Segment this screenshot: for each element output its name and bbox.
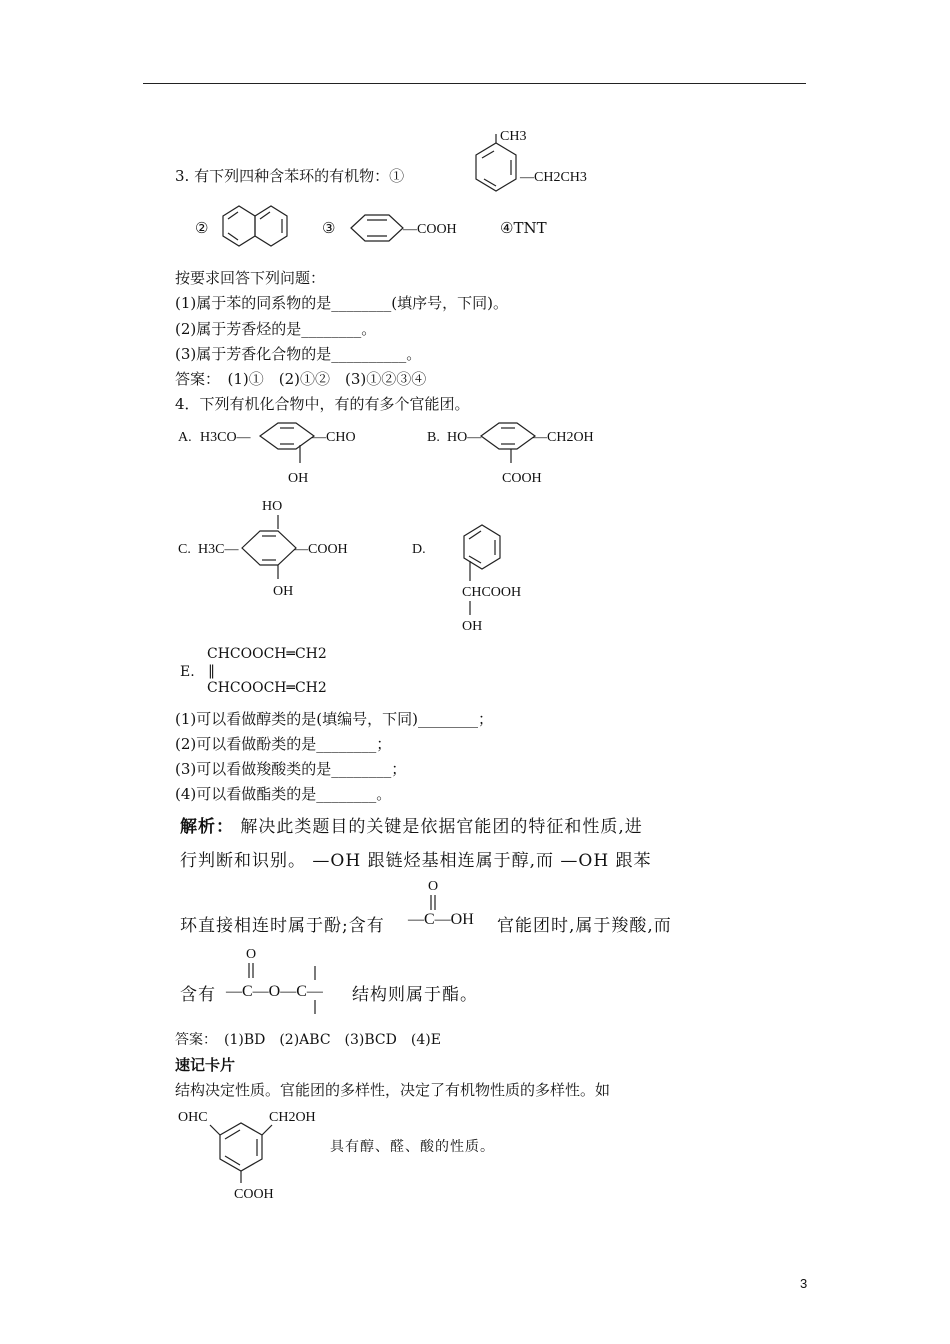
q3-sub1: (1)属于苯的同系物的是________(填序号，下同)。 xyxy=(175,294,508,312)
ethyl-label: —CH2CH3 xyxy=(520,170,587,185)
header-rule xyxy=(143,83,806,84)
svg-text:—C—OH: —C—OH xyxy=(408,911,474,928)
q3-prompt: 按要求回答下列问题： xyxy=(175,269,326,287)
benzoic-acid-structure xyxy=(345,205,485,255)
svg-text:O: O xyxy=(246,947,257,962)
svg-text:HO: HO xyxy=(262,499,283,514)
compound-D-structure xyxy=(412,525,572,635)
q4-sub4: (4)可以看做酯类的是________。 xyxy=(175,785,392,803)
svg-text:CH2OH: CH2OH xyxy=(269,1110,316,1125)
benzene-ring-1 xyxy=(476,143,516,191)
svg-text:—COOH: —COOH xyxy=(294,542,348,557)
page-number: 3 xyxy=(800,1276,808,1291)
compound-E-line2: CHCOOCH═CH2 xyxy=(207,680,327,696)
carboxyl-structure xyxy=(408,876,498,931)
card-caption: 具有醇、醛、酸的性质。 xyxy=(330,1139,495,1155)
svg-text:—COOH: —COOH xyxy=(403,222,457,237)
compound-C-structure xyxy=(178,495,398,605)
svg-text:H3CO—: H3CO— xyxy=(200,430,251,445)
q4-sub2: (2)可以看做酚类的是________； xyxy=(175,735,392,753)
card-structure xyxy=(178,1105,338,1205)
analysis-line4b: 结构则属于酯。 xyxy=(352,985,478,1005)
svg-text:OH: OH xyxy=(288,471,309,486)
q3-stem: 3. 有下列四种含苯环的有机物：① xyxy=(175,167,405,185)
svg-text:COOH: COOH xyxy=(234,1187,274,1202)
compound-B-structure xyxy=(427,415,647,490)
svg-text:B.: B. xyxy=(427,430,440,445)
q4-sub3: (3)可以看做羧酸类的是________； xyxy=(175,760,407,778)
analysis-line3a: 环直接相连时属于酚;含有 xyxy=(180,916,385,936)
svg-text:D.: D. xyxy=(412,542,426,557)
svg-text:H3C—: H3C— xyxy=(198,542,239,557)
card-title: 速记卡片 xyxy=(175,1056,236,1074)
svg-text:O: O xyxy=(428,879,439,894)
analysis-label: 解析： xyxy=(180,817,234,837)
ester-structure xyxy=(226,942,346,1020)
svg-text:OHC: OHC xyxy=(178,1110,208,1125)
svg-text:—CHO: —CHO xyxy=(312,430,356,445)
svg-text:CHCOOH: CHCOOH xyxy=(462,585,522,600)
q3-sub2: (2)属于芳香烃的是________。 xyxy=(175,320,377,338)
svg-text:COOH: COOH xyxy=(502,471,542,486)
q3-sub3: (3)属于芳香化合物的是__________。 xyxy=(175,345,422,363)
q4-stem: 4．下列有机化合物中，有的有多个官能团。 xyxy=(175,395,470,413)
analysis-line2: 行判断和识别。 —OH 跟链烃基相连属于醇,而 —OH 跟苯 xyxy=(180,851,652,871)
svg-text:HO—: HO— xyxy=(447,430,482,445)
naphthalene-structure xyxy=(218,198,298,258)
compound-E-double-bond: ‖ xyxy=(208,663,215,679)
analysis-line1: 解析： 解决此类题目的关键是依据官能团的特征和性质,进 xyxy=(180,817,643,837)
svg-text:OH: OH xyxy=(462,619,483,634)
svg-text:—CH2OH: —CH2OH xyxy=(533,430,594,445)
card-text: 结构决定性质。官能团的多样性，决定了有机物性质的多样性。如 xyxy=(175,1081,611,1099)
methyl-label: CH3 xyxy=(500,129,527,144)
compound-1-structure xyxy=(450,120,600,200)
analysis-line3b: 官能团时,属于羧酸,而 xyxy=(497,916,672,936)
svg-text:OH: OH xyxy=(273,584,294,599)
compound-E-line1: CHCOOCH═CH2 xyxy=(207,646,327,662)
compound-E-label: E. xyxy=(180,664,195,680)
q4-sub1: (1)可以看做醇类的是(填编号，下同)________； xyxy=(175,710,493,728)
q4-answer: 答案： (1)BD (2)ABC (3)BCD (4)E xyxy=(175,1032,441,1048)
q3-answer: 答案： (1)① (2)①② (3)①②③④ xyxy=(175,370,427,388)
compound-A-structure xyxy=(178,415,398,490)
q3-num-3: ③ xyxy=(322,219,336,237)
analysis-line4a: 含有 xyxy=(180,985,216,1005)
q3-num-2: ② xyxy=(195,219,209,237)
svg-text:A.: A. xyxy=(178,430,192,445)
q3-num-4: ④TNT xyxy=(500,219,547,237)
svg-text:C.: C. xyxy=(178,542,191,557)
svg-text:—C—O—C—: —C—O—C— xyxy=(226,983,323,1000)
